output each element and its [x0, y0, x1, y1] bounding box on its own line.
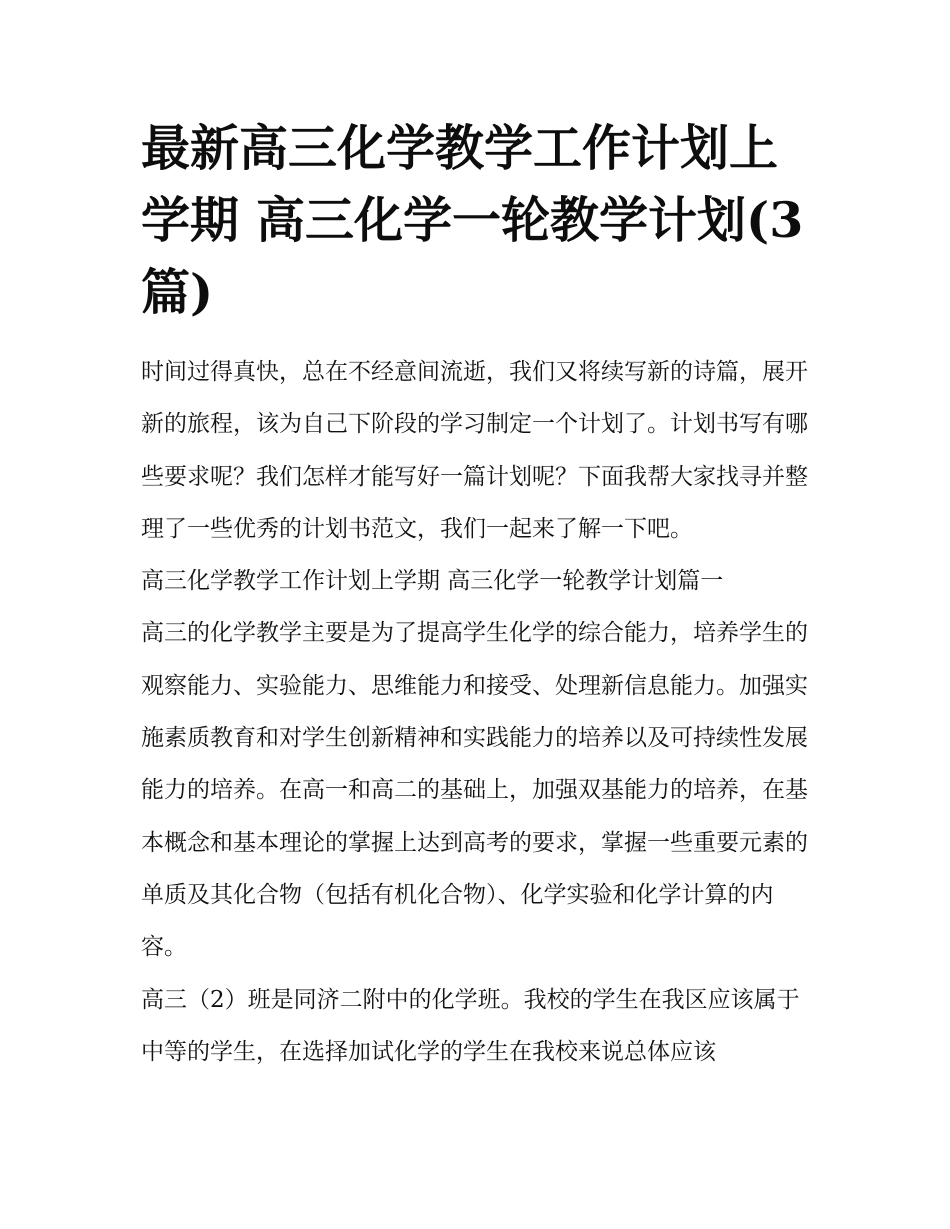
title-line-1: 最新高三化学教学工作计划上	[141, 119, 779, 177]
body-paragraph-1: 高三的化学教学主要是为了提高学生化学的综合能力，培养学生的观察能力、实验能力、思维能力和接受、处理新信息能力。加强实施素质教育和对学生创新精神和实践能力的培养以及可持续性发展能力的培养。在高一和高二的基础上，加强双基能力的培养，在基本概念和基本理论的掌握上达到高考的要求，掌握一些重要元素的单质及其化合物（包括有机化合物）、化学实验和化学计算的内容。	[141, 620, 808, 961]
section-heading: 高三化学教学工作计划上学期 高三化学一轮教学计划篇一	[141, 568, 724, 595]
document-title	[141, 112, 813, 328]
body-paragraph-2: 高三（2）班是同济二附中的化学班。我校的学生在我区应该属于中等的学生，在选择加试化学的学生在我校来说总体应该	[141, 986, 800, 1065]
intro-paragraph: 时间过得真快，总在不经意间流逝，我们又将续写新的诗篇，展开新的旅程，该为自己下阶段的学习制定一个计划了。计划书写有哪些要求呢？我们怎样才能写好一篇计划呢？下面我帮大家找寻并整理了一些优秀的计划书范文，我们一起来了解一下吧。	[141, 359, 808, 542]
title-line-2: 学期 高三化学一轮教学计划(3	[141, 191, 804, 249]
title-line-3: 篇)	[141, 263, 214, 321]
document-content	[141, 112, 813, 1078]
